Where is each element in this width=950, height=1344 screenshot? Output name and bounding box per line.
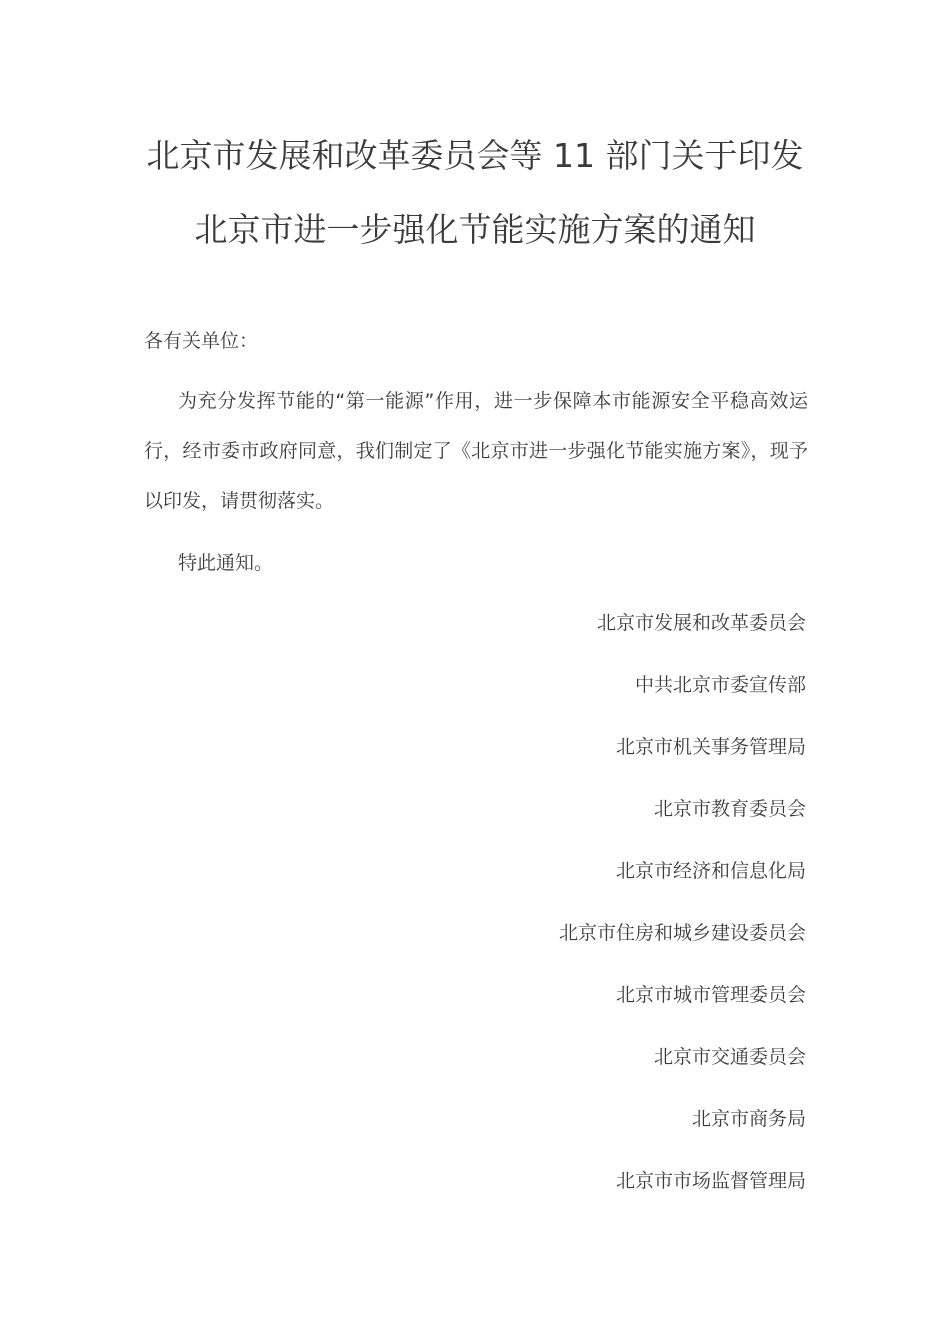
signer: 北京市市场监督管理局 <box>615 1170 806 1192</box>
body-paragraph: 为充分发挥节能的“第一能源”作用，进一步保障本市能源安全平稳高效运行，经市委市政府同意，我们制定了《北京市进一步强化节能实施方案》，现予以印发，请贯彻落实。 <box>144 390 808 512</box>
closing-remark: 特此通知。 <box>178 552 274 574</box>
signer: 北京市机关事务管理局 <box>615 736 806 758</box>
document-title-line-2: 北京市进一步强化节能实施方案的通知 <box>194 210 756 249</box>
signer: 中共北京市委宣传部 <box>634 674 806 696</box>
signer: 北京市商务局 <box>691 1108 806 1130</box>
signer: 北京市教育委员会 <box>653 798 806 820</box>
signer: 北京市城市管理委员会 <box>615 984 806 1006</box>
signer: 北京市经济和信息化局 <box>615 860 806 882</box>
salutation: 各有关单位： <box>144 330 259 352</box>
signer: 北京市发展和改革委员会 <box>596 612 806 634</box>
signers-list <box>142 600 806 1220</box>
signer: 北京市交通委员会 <box>653 1046 806 1068</box>
signer: 北京市住房和城乡建设委员会 <box>558 922 806 944</box>
document-title-line-1: 北京市发展和改革委员会等 11 部门关于印发 <box>146 136 804 175</box>
